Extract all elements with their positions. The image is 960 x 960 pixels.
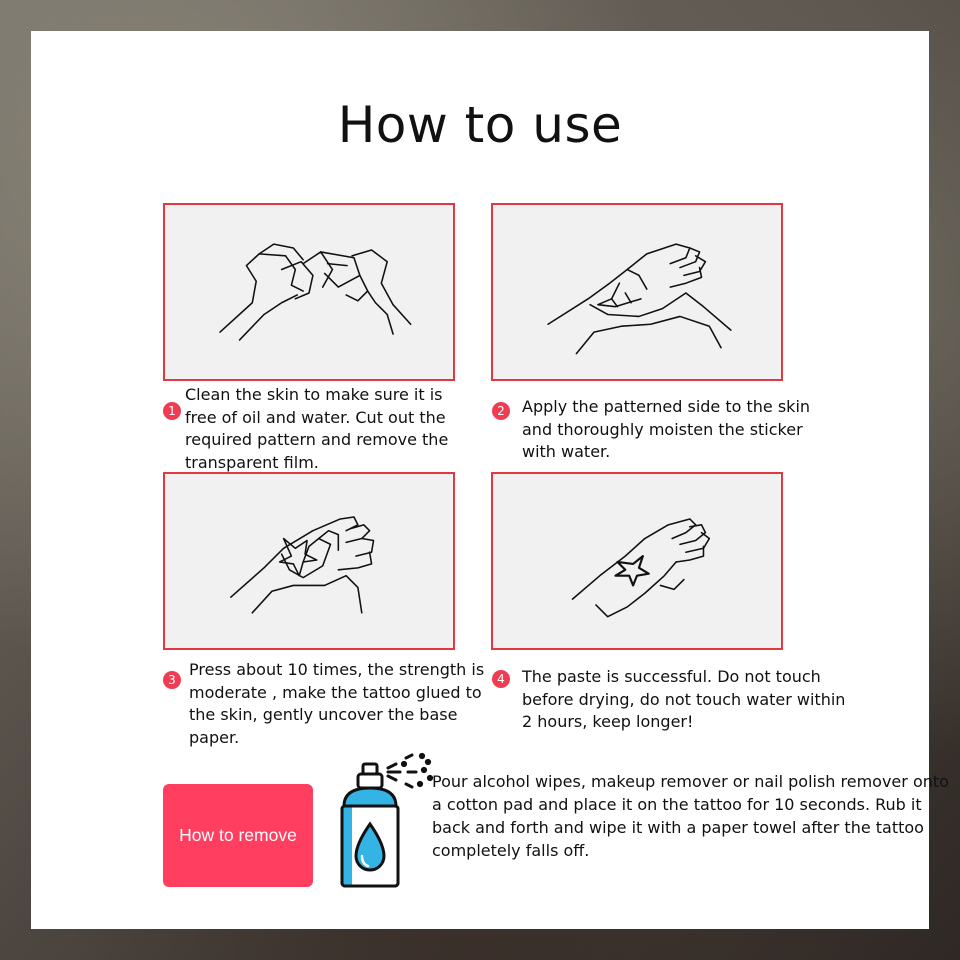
spray-bottle-icon [336,750,436,890]
step-4-badge: 4 [492,670,510,688]
step-2-badge: 2 [492,402,510,420]
step-3-badge: 3 [163,671,181,689]
step-1-text: Clean the skin to make sure it is free of oil and water. Cut out the required pattern and remove the transparent film. [185,385,449,472]
step-4-text: The paste is successful. Do not touch before drying, do not touch water within 2 hours, keep longer! [522,667,846,731]
step-1-badge: 1 [163,402,181,420]
hand-pressing-sticker-icon [493,205,781,379]
step-4-illustration [491,472,783,650]
step-1-illustration [163,203,455,381]
step-2-illustration [491,203,783,381]
how-to-remove-button[interactable]: How to remove [163,784,313,887]
step-2-text: Apply the patterned side to the skin and thoroughly moisten the sticker with water. [522,397,811,461]
step-1 [163,384,473,474]
step-3-text: Press about 10 times, the strength is moderate , make the tattoo glued to the skin, gently uncover the base paper. [189,660,485,747]
step-3-illustration [163,472,455,650]
step-3 [163,659,503,749]
hand-press-star-icon [165,474,453,648]
remove-instructions: Pour alcohol wipes, makeup remover or nail polish remover onto a cotton pad and place it on the tattoo for 10 seconds. Rub it back and forth and wipe it with a paper towel after the tattoo completely falls off. [432,772,949,860]
step-4 [492,666,847,734]
step-2 [492,396,837,464]
page-title: How to use [337,96,623,154]
hands-peeling-film-icon [165,205,453,379]
hand-star-tattoo-icon [493,474,781,648]
